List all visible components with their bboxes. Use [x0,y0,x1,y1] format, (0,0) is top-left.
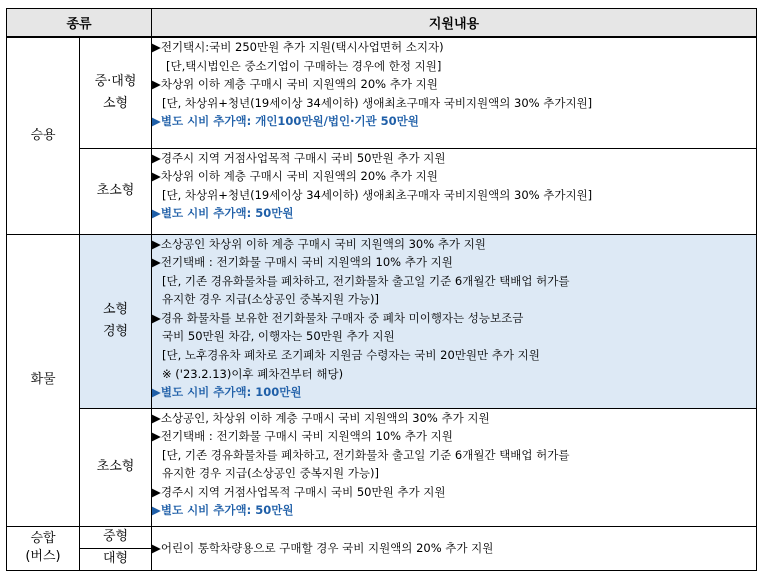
header-category: 종류 [7,9,152,38]
content-line: ▶차상위 이하 계층 구매시 국비 지원액의 20% 추가 지원 [152,77,438,92]
content-highlight: ▶별도 시비 추가액: 개인100만원/법인·기관 50만원 [152,114,419,129]
content-bus [152,526,757,570]
content-line: [단, 차상위+청년(19세이상 34세이하) 생애최초구매자 국비지원액의 30% 추가지원] [162,187,593,202]
content-highlight: ▶별도 시비 추가액: 50만원 [152,503,294,518]
content-line: ▶경유 화물차를 보유한 전기화물차 구매자 중 폐차 미이행자는 성능보조금 [152,310,524,325]
group-bus [7,526,80,570]
content-line: [단, 기존 경유화물차를 폐차하고, 전기화물차 출고일 기준 6개월간 택배업 허가를 [162,273,570,288]
sub-mid-large [80,37,152,148]
group-bus-line2: (버스) [25,549,61,564]
content-line: [단,택시법인은 중소기업이 구매하는 경우에 한정 지원] [166,58,442,73]
sub-mid-large-line1: 중·대형 [94,73,137,89]
group-passenger: 승용 [7,37,80,234]
content-line: ▶전기택배 : 전기화물 구매시 국비 지원액의 10% 추가 지원 [152,255,453,270]
sub-small-light [80,234,152,408]
sub-small-light-line1: 소형 [102,302,129,317]
content-line: [단, 차상위+청년(19세이상 34세이하) 생애최초구매자 국비지원액의 30% 추가지원] [162,95,593,110]
content-cargo-ultra-small [152,408,757,526]
group-cargo: 화물 [7,234,80,526]
content-highlight: ▶별도 시비 추가액: 100만원 [152,385,302,400]
sub-large: 대형 [80,548,152,570]
content-line: ▶전기택시:국비 250만원 추가 지원(택시사업면허 소지자) [152,40,444,54]
content-line: 유지한 경우 지급(소상공인 중복지원 가능)] [162,466,379,481]
sub-small-light-line2: 경형 [102,324,129,339]
content-line: ※ ('23.2.13)이후 폐차건부터 해당) [162,366,344,381]
content-line: ▶소상공인, 차상위 이하 계층 구매시 국비 지원액의 30% 추가 지원 [152,410,490,425]
content-line: ▶차상위 이하 계층 구매시 국비 지원액의 20% 추가 지원 [152,169,438,184]
content-passenger-ultra-small [152,148,757,234]
content-cargo-small-light [152,234,757,408]
content-passenger-mid-large [152,37,757,148]
subsidy-table [6,8,757,571]
sub-mid-large-line2: 소형 [102,95,129,111]
sub-cargo-ultra-small: 초소형 [80,408,152,526]
content-line: ▶전기택배 : 전기화물 구매시 국비 지원액의 10% 추가 지원 [152,429,453,444]
content-line: ▶경주시 지역 거점사업목적 구매시 국비 50만원 추가 지원 [152,484,446,499]
content-line: ▶어린이 통학차량용으로 구매할 경우 국비 지원액의 20% 추가 지원 [152,540,494,555]
sub-medium: 중형 [80,526,152,548]
group-bus-line1: 승합 [30,531,56,546]
content-line: ▶경주시 지역 거점사업목적 구매시 국비 50만원 추가 지원 [152,150,446,165]
content-line: 국비 50만원 차감, 이행자는 50만원 추가 지원 [162,329,395,344]
sub-ultra-small: 초소형 [80,148,152,234]
content-line: ▶소상공인 차상위 이하 계층 구매시 국비 지원액의 30% 추가 지원 [152,236,486,251]
content-highlight: ▶별도 시비 추가액: 50만원 [152,206,294,221]
header-support-content: 지원내용 [152,9,757,38]
content-line: [단, 노후경유차 폐차로 조기폐차 지원금 수령자는 국비 20만원만 추가 지원 [162,348,540,363]
content-line: [단, 기존 경유화물차를 폐차하고, 전기화물차 출고일 기준 6개월간 택배업 허가를 [162,447,570,462]
content-line: 유지한 경우 지급(소상공인 중복지원 가능)] [162,292,379,307]
